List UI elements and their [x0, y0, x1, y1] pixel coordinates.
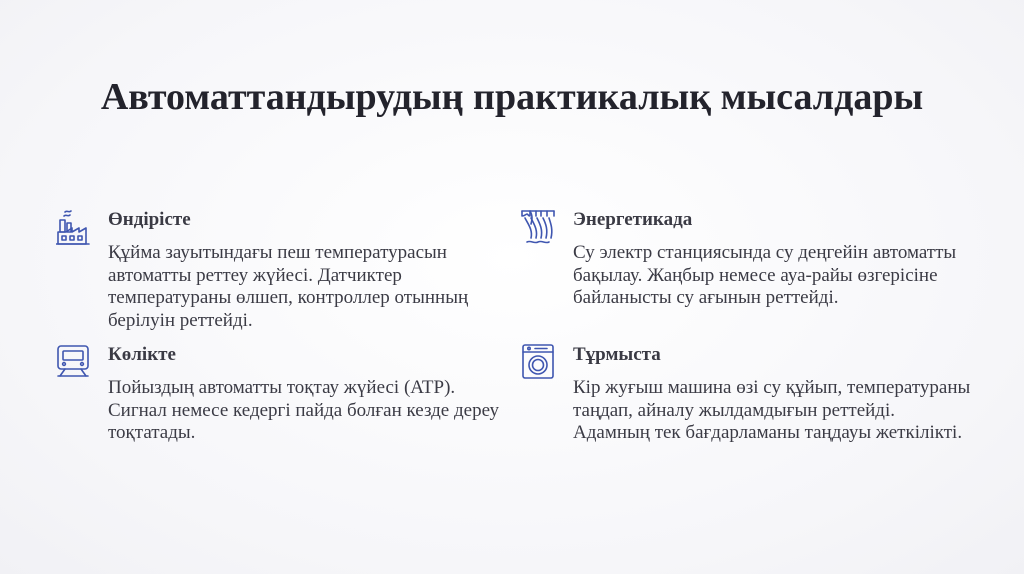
card-heading: Көлікте: [108, 344, 176, 365]
card-heading: Энергетикада: [573, 209, 693, 230]
card-heading: Тұрмыста: [573, 344, 661, 365]
washing-machine-icon: [521, 343, 555, 381]
card-heading: Өндірісте: [108, 209, 191, 230]
card-description: Пойыздың автоматты тоқтау жүйесі (ATP). Сигнал немесе кедергі пайда болған кезде дереу тоқтатады.: [108, 377, 500, 443]
train-icon: [56, 343, 90, 381]
slide-title: Автоматтандырудың практикалық мысалдары: [100, 76, 924, 118]
hydro-dam-icon: [521, 208, 555, 246]
card-description: Су электр станциясында су деңгейін автоматты бақылау. Жаңбыр немесе ауа-райы өзгерісіне байланысты су ағынын реттейді.: [573, 242, 957, 308]
factory-icon: [56, 208, 90, 246]
card-description: Құйма зауытындағы пеш температурасын автоматты реттеу жүйесі. Датчиктер температураны өлшеп, контроллер отынның берілуін реттейді.: [108, 242, 469, 331]
card-description: Кір жуғыш машина өзі су құйып, температураны таңдап, айналу жылдамдығын реттейді. Адамның тек бағдарламаны таңдауы жеткілікті.: [573, 377, 971, 443]
